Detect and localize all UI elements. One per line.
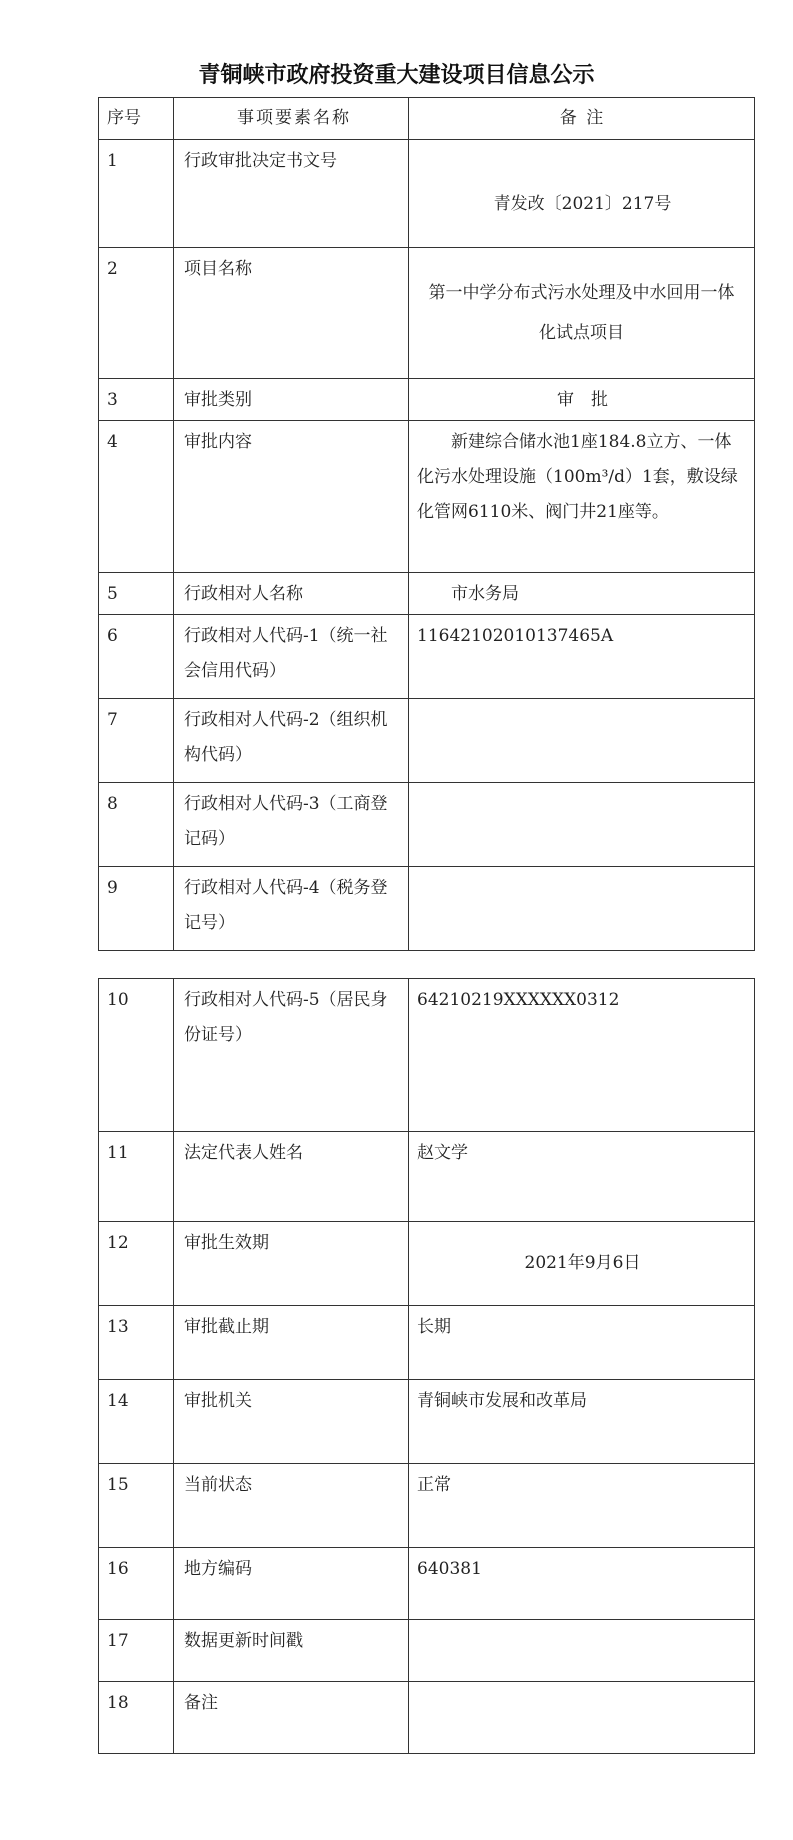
table-row: [99, 1306, 755, 1380]
row-value: 2021年9月6日: [409, 1222, 755, 1306]
table-row: [99, 615, 755, 699]
row-number: 4: [99, 421, 174, 573]
row-value: [409, 1682, 755, 1754]
row-number: 15: [99, 1464, 174, 1548]
row-value: [409, 1620, 755, 1682]
row-item-name: 审批机关: [174, 1380, 409, 1464]
row-number: 2: [99, 248, 174, 379]
row-item-name: 行政相对人代码-2（组织机构代码）: [174, 699, 409, 783]
row-item-name: 行政相对人代码-4（税务登记号）: [174, 867, 409, 951]
row-item-name: 项目名称: [174, 248, 409, 379]
row-number: 5: [99, 573, 174, 615]
row-value: 青发改〔2021〕217号: [409, 140, 755, 248]
row-item-name: 审批类别: [174, 379, 409, 421]
table-row: [99, 867, 755, 951]
table-row: [99, 1682, 755, 1754]
row-item-name: 审批生效期: [174, 1222, 409, 1306]
row-value: 审 批: [409, 379, 755, 421]
row-item-name: 当前状态: [174, 1464, 409, 1548]
row-item-name: 审批内容: [174, 421, 409, 573]
row-item-name: 审批截止期: [174, 1306, 409, 1380]
row-item-name: 备注: [174, 1682, 409, 1754]
row-item-name: 行政相对人代码-1（统一社会信用代码）: [174, 615, 409, 699]
table-row: [99, 379, 755, 421]
row-value: 新建综合储水池1座184.8立方、一体化污水处理设施（100m³/d）1套，敷设绿化管网6110米、阀门井21座等。: [409, 421, 755, 573]
header-serial-number: 序号: [99, 98, 174, 140]
table-row: [99, 1620, 755, 1682]
row-value: 正常: [409, 1464, 755, 1548]
row-number: 11: [99, 1132, 174, 1222]
table-row: [99, 573, 755, 615]
row-number: 18: [99, 1682, 174, 1754]
table-row: [99, 1464, 755, 1548]
row-value: 青铜峡市发展和改革局: [409, 1380, 755, 1464]
row-number: 1: [99, 140, 174, 248]
row-number: 12: [99, 1222, 174, 1306]
row-item-name: 行政相对人代码-3（工商登记码）: [174, 783, 409, 867]
table-row: [99, 1132, 755, 1222]
row-number: 13: [99, 1306, 174, 1380]
table-row: [99, 1548, 755, 1620]
row-number: 14: [99, 1380, 174, 1464]
row-value: [409, 783, 755, 867]
row-number: 16: [99, 1548, 174, 1620]
row-value: 64210219XXXXXX0312: [409, 979, 755, 1132]
row-value: 长期: [409, 1306, 755, 1380]
row-number: 10: [99, 979, 174, 1132]
table-row: [99, 1380, 755, 1464]
row-number: 6: [99, 615, 174, 699]
row-item-name: 行政审批决定书文号: [174, 140, 409, 248]
row-item-name: 地方编码: [174, 1548, 409, 1620]
row-value: [409, 699, 755, 783]
table-row: [99, 699, 755, 783]
table-row: [99, 783, 755, 867]
row-value: 赵文学: [409, 1132, 755, 1222]
row-number: 8: [99, 783, 174, 867]
table-row: [99, 248, 755, 379]
row-value: 640381: [409, 1548, 755, 1620]
row-number: 9: [99, 867, 174, 951]
table-header-row: [99, 98, 755, 140]
page-title: 青铜峡市政府投资重大建设项目信息公示: [198, 63, 595, 88]
row-number: 17: [99, 1620, 174, 1682]
info-table-part-1: [98, 97, 755, 951]
row-item-name: 数据更新时间戳: [174, 1620, 409, 1682]
row-value: 第一中学分布式污水处理及中水回用一体化试点项目: [409, 248, 755, 379]
row-value: 市水务局: [409, 573, 755, 615]
info-table-part-2: [98, 978, 755, 1754]
row-item-name: 行政相对人名称: [174, 573, 409, 615]
row-value: [409, 867, 755, 951]
header-item-name: 事项要素名称: [174, 98, 409, 140]
table-row: [99, 979, 755, 1132]
table-row: [99, 140, 755, 248]
row-item-name: 法定代表人姓名: [174, 1132, 409, 1222]
row-value: 11642102010137465A: [409, 615, 755, 699]
table-row: [99, 1222, 755, 1306]
row-number: 7: [99, 699, 174, 783]
row-item-name: 行政相对人代码-5（居民身份证号）: [174, 979, 409, 1132]
header-remarks: 备 注: [409, 98, 755, 140]
table-row: [99, 421, 755, 573]
row-number: 3: [99, 379, 174, 421]
